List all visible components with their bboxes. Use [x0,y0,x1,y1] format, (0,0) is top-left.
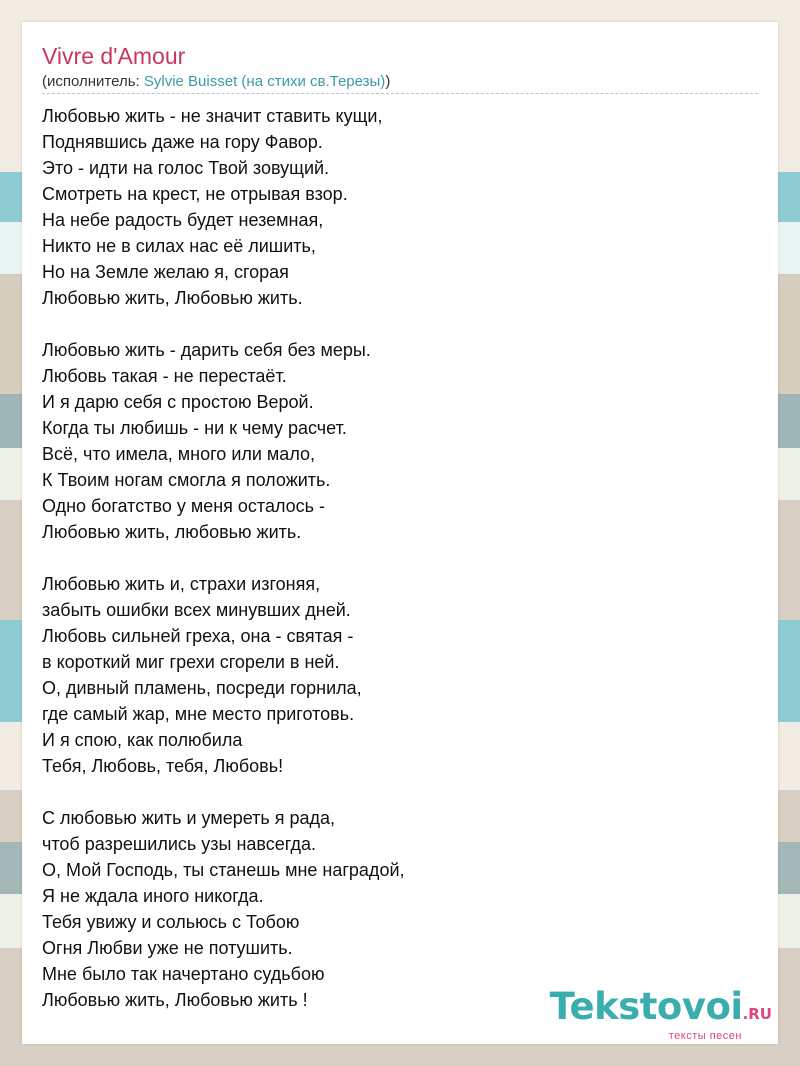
dashed-divider [42,93,758,94]
lyrics-line: Одно богатство у меня осталось - [42,496,326,516]
lyrics-stanza [42,103,758,311]
lyrics-line: И я спою, как полюбила [42,730,243,750]
lyrics-line: Любовью жить - не значит ставить кущи, [42,106,383,126]
lyrics-line: в короткий миг грехи сгорели в ней. [42,652,340,672]
site-logo[interactable] [550,987,772,1042]
lyrics-line: К Твоим ногам смогла я положить. [42,470,331,490]
lyrics-line: Но на Земле желаю я, сгорая [42,262,289,282]
lyrics-line: Огня Любви уже не потушить. [42,938,293,958]
logo-wordmark: Tekstovoi [549,985,743,1028]
lyrics-line: Любовью жить и, страхи изгоняя, [42,574,321,594]
lyrics-line: Тебя, Любовь, тебя, Любовь! [42,756,284,776]
lyrics-line: На небе радость будет неземная, [42,210,324,230]
lyrics-line: забыть ошибки всех минувших дней. [42,600,351,620]
lyrics-line: Поднявшись даже на гору Фавор. [42,132,323,152]
lyrics-line: Всё, что имела, много или мало, [42,444,316,464]
logo-domain: .RU [742,1005,772,1023]
lyrics-stanza [42,571,758,779]
lyrics-line: чтоб разрешились узы навсегда. [42,834,317,854]
lyrics-line: Мне было так начертано судьбою [42,964,325,984]
lyrics-line: Когда ты любишь - ни к чему расчет. [42,418,347,438]
lyrics-line: Любовь сильней греха, она - святая - [42,626,354,646]
song-title: Vivre d'Amour [42,43,186,69]
lyrics-text [42,103,758,1039]
lyrics-stanza [42,337,758,545]
lyrics-line: Любовью жить, Любовью жить ! [42,990,308,1010]
lyrics-line: О, Мой Господь, ты станешь мне наградой, [42,860,405,880]
artist-link[interactable]: Sylvie Buisset (на стихи св.Терезы) [143,73,386,90]
artist-line [42,72,390,92]
lyrics-line: Я не ждала иного никогда. [42,886,264,906]
artist-prefix: (исполнитель: [42,73,144,90]
logo-tagline: тексты песен [668,1030,742,1042]
lyrics-line: Любовью жить - дарить себя без меры. [42,340,371,360]
lyrics-card [22,22,778,1044]
lyrics-line: Тебя увижу и сольюсь с Тобою [42,912,300,932]
artist-suffix: ) [385,73,391,90]
lyrics-line: Смотреть на крест, не отрывая взор. [42,184,348,204]
lyrics-line: где самый жар, мне место приготовь. [42,704,355,724]
lyrics-line: Это - идти на голос Твой зовущий. [42,158,330,178]
lyrics-line: Любовью жить, Любовью жить. [42,288,303,308]
lyrics-line: Любовью жить, любовью жить. [42,522,302,542]
lyrics-line: Никто не в силах нас её лишить, [42,236,316,256]
lyrics-line: С любовью жить и умереть я рада, [42,808,336,828]
lyrics-line: Любовь такая - не перестаёт. [42,366,287,386]
lyrics-line: О, дивный пламень, посреди горнила, [42,678,362,698]
lyrics-line: И я дарю себя с простою Верой. [42,392,314,412]
lyrics-stanza [42,805,758,1013]
